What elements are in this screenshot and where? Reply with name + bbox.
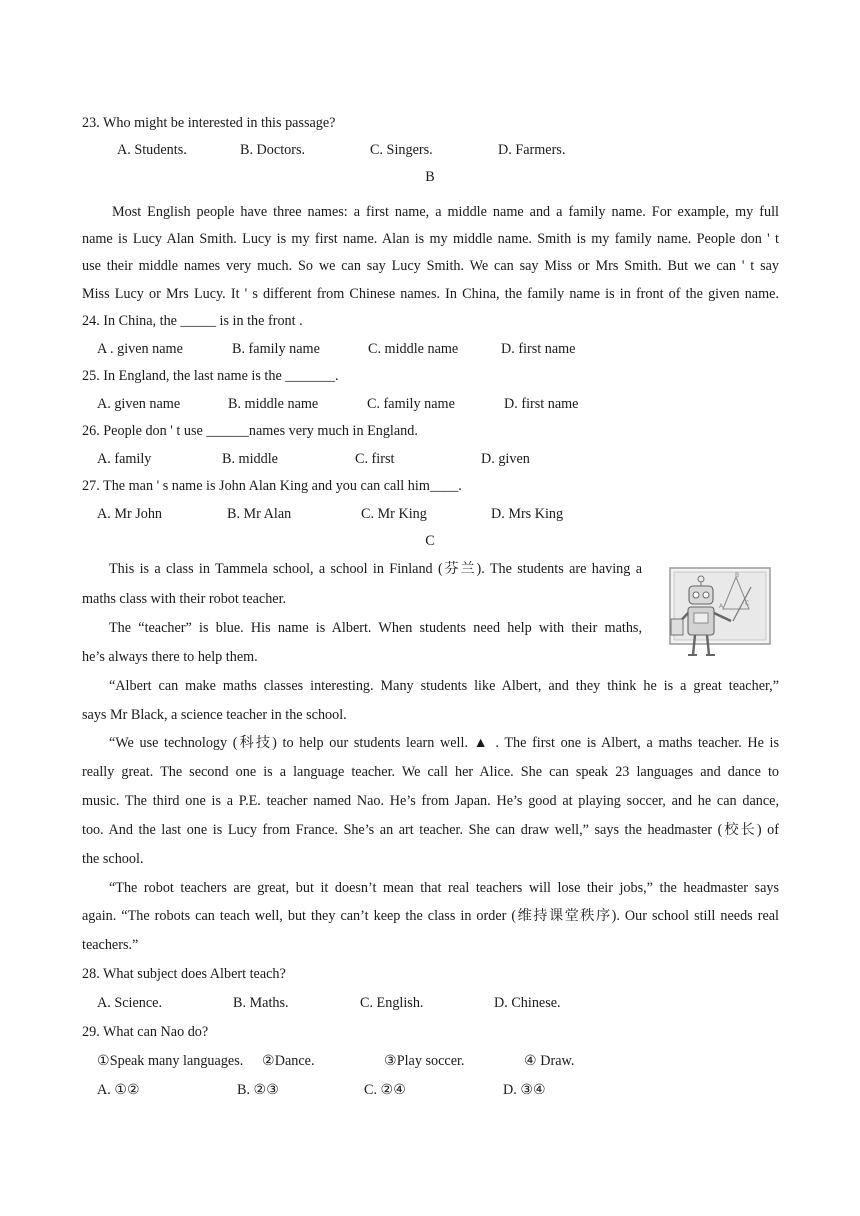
q26-option-a: A. family [97,451,152,467]
passage-c-line: the school. [82,851,144,867]
q26-option-d: D. given [481,451,530,467]
q27-option-c: C. Mr King [361,506,427,522]
passage-b-line: Miss Lucy or Mrs Lucy. It ' s different from Chinese names. In China, the family name is in front of the given name. [82,286,779,302]
question-23: 23. Who might be interested in this passage? [82,115,336,131]
q24-option-a: A . given name [97,341,183,357]
q25-option-a: A. given name [97,396,181,412]
question-28: 28. What subject does Albert teach? [82,966,286,982]
passage-c-line: The “teacher” is blue. His name is Albert. When students need help with their maths, [109,620,642,636]
q23-option-d: D. Farmers. [498,142,566,158]
q24-option-b: B. family name [232,341,320,357]
q23-option-c: C. Singers. [370,142,433,158]
question-29: 29. What can Nao do? [82,1024,209,1040]
passage-b-line: use their middle names very much. So we can say Lucy Smith. We can say Miss or Mrs Smith. But we can ' t say [82,258,779,274]
q29-option-d: D. ③④ [503,1082,546,1098]
q27-option-d: D. Mrs King [491,506,564,522]
q29-option-b: B. ②③ [237,1082,279,1098]
q28-option-b: B. Maths. [233,995,289,1011]
svg-text:B: B [735,572,740,579]
q28-option-a: A. Science. [97,995,163,1011]
passage-b-line: name is Lucy Alan Smith. Lucy is my first name. Alan is my middle name. Smith is my family name. People don ' t [82,231,779,247]
q23-option-b: B. Doctors. [240,142,306,158]
q25-option-b: B. middle name [228,396,319,412]
question-25: 25. In England, the last name is the _______. [82,368,339,384]
question-27: 27. The man ' s name is John Alan King and you can call him____. [82,478,462,494]
section-c-heading: C [425,533,435,549]
passage-c-line: music. The third one is a P.E. teacher named Nao. He’s from Japan. He’s good at playing soccer, and he can dance, [82,793,779,809]
svg-text:A: A [719,603,724,610]
q25-option-d: D. first name [504,396,579,412]
q28-option-d: D. Chinese. [494,995,561,1011]
q24-option-d: D. first name [501,341,576,357]
passage-c-line: teachers.” [82,937,139,953]
q29-choice-4: ④ Draw. [524,1053,575,1069]
passage-c-line: “Albert can make maths classes interesting. Many students like Albert, and they think he is a great teacher,” [109,678,779,694]
question-26: 26. People don ' t use ______names very much in England. [82,423,418,439]
section-b-heading: B [425,169,435,185]
q26-option-b: B. middle [222,451,278,467]
passage-c-line: really great. The second one is a language teacher. We call her Alice. She can speak 23 languages and dance to [82,764,779,780]
q27-option-a: A. Mr John [97,506,163,522]
passage-c-line: “We use technology (科技) to help our students learn well. ▲ . The first one is Albert, a maths teacher. He is [109,735,779,751]
passage-c-line: says Mr Black, a science teacher in the school. [82,707,347,723]
q26-option-c: C. first [355,451,395,467]
q29-option-c: C. ②④ [364,1082,406,1098]
passage-c-line: too. And the last one is Lucy from France. She’s an art teacher. She can draw well,” says the headmaster (校长) of [82,822,779,838]
passage-c-line: again. “The robots can teach well, but they can’t keep the class in order (维持课堂秩序). Our school still needs real [82,908,779,924]
q25-option-c: C. family name [367,396,455,412]
passage-c-line: he’s always there to help them. [82,649,258,665]
q29-choice-3: ③Play soccer. [384,1053,465,1069]
passage-c-line: maths class with their robot teacher. [82,591,287,607]
q29-option-a: A. ①② [97,1082,140,1098]
robot-teacher-illustration [661,565,773,659]
q29-choice-2: ②Dance. [262,1053,315,1069]
q29-choice-1: ①Speak many languages. [97,1053,244,1069]
question-24: 24. In China, the _____ is in the front . [82,313,303,329]
passage-c-line: This is a class in Tammela school, a school in Finland (芬兰). The students are having a [109,561,642,577]
q27-option-b: B. Mr Alan [227,506,292,522]
q28-option-c: C. English. [360,995,424,1011]
svg-text:C: C [745,600,750,607]
q24-option-c: C. middle name [368,341,459,357]
passage-c-line: “The robot teachers are great, but it doesn’t mean that real teachers will lose their jobs,” the headmaster says [109,880,779,896]
q23-option-a: A. Students. [117,142,187,158]
passage-b-line: Most English people have three names: a first name, a middle name and a family name. For example, my full [112,204,779,220]
